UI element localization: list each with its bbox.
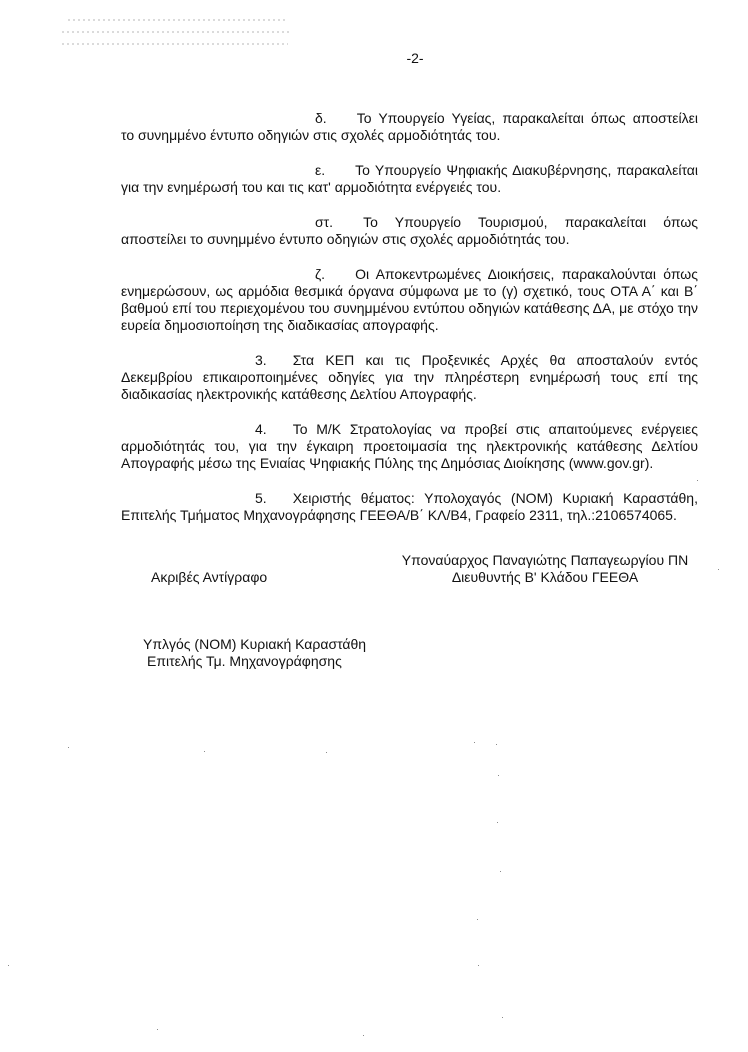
paragraph-item-d: [121, 110, 698, 144]
page-number: -2-: [406, 50, 424, 66]
paragraph-text: Το Υπουργείο Υγείας, παρακαλείται όπως αποστείλει το συνημμένο έντυπο οδηγιών στις σχολές αρμοδιότητάς του.: [121, 110, 698, 143]
scan-speck: [498, 775, 499, 776]
paragraph-label: ε.: [315, 162, 326, 178]
scan-speck: [478, 965, 479, 966]
paragraph-label: 3.: [255, 352, 267, 368]
paragraph-label: δ.: [315, 110, 327, 126]
paragraph-label: 4.: [255, 421, 267, 437]
scan-speck: [8, 965, 9, 966]
signatory-name: Υποναύαρχος Παναγιώτης Παπαγεωργίου ΠΝ: [401, 552, 689, 568]
scan-speck: [363, 1035, 364, 1036]
paragraph-text: Στα ΚΕΠ και τις Προξενικές Αρχές θα αποσταλούν εντός Δεκεμβρίου επικαιροποιημένες οδηγίες για την πληρέστερη ενημέρωσή τους επί της διαδικασίας ηλεκτρονικής κατάθεσης Δελτίου Απογραφής.: [121, 352, 698, 402]
paragraph-item-5: [121, 490, 698, 524]
scan-speck: [502, 1017, 503, 1018]
scan-speck: [718, 569, 719, 570]
paragraph-label: στ.: [315, 214, 334, 230]
stamp-line: [62, 31, 290, 33]
paragraph-text: Το Μ/Κ Στρατολογίας να προβεί στις απαιτούμενες ενέργειες αρμοδιότητάς του, για την έγκαιρη προετοιμασία της ηλεκτρονικής κατάθεσης Δελτίου Απογραφής μέσω της Ενιαίας Ψηφιακής Πύλης της Δημόσιας Διοίκησης (www.gov.gr).: [121, 421, 698, 471]
paragraph-label: ζ.: [315, 266, 326, 282]
scan-speck: [474, 742, 475, 743]
signatory-title: Διευθυντής Β' Κλάδου ΓΕΕΘΑ: [451, 569, 639, 585]
certified-copy-label: Ακριβές Αντίγραφο: [151, 569, 268, 585]
stamp-line: [62, 43, 288, 45]
paragraph-item-st: [121, 214, 698, 248]
copy-certifier-block: [143, 636, 366, 670]
scan-speck: [326, 752, 327, 753]
paragraph-item-4: [121, 421, 698, 472]
paragraph-item-z: [121, 266, 698, 334]
signature-block: [392, 552, 698, 586]
scan-speck: [204, 751, 205, 752]
scan-speck: [157, 1029, 158, 1030]
paragraph-item-3: [121, 352, 698, 403]
paragraph-label: 5.: [255, 490, 267, 506]
paragraph-text: Χειριστής θέματος: Υπολοχαγός (ΝΟΜ) Κυριακή Καραστάθη, Επιτελής Τμήματος Μηχανογράφησης ΓΕΕΘΑ/Β΄ ΚΛ/Β4, Γραφείο 2311, τηλ.:2106574065.: [121, 490, 698, 523]
copy-certifier-title: Επιτελής Τμ. Μηχανογράφησης: [147, 653, 342, 669]
scan-speck: [477, 919, 478, 920]
scan-speck: [68, 747, 69, 748]
paragraph-item-e: [121, 162, 698, 196]
scan-speck: [697, 480, 698, 481]
scan-speck: [497, 822, 498, 823]
paragraph-text: Το Υπουργείο Ψηφιακής Διακυβέρνησης, παρακαλείται για την ενημέρωσή του και τις κατ' αρμοδιότητα ενέργειές του.: [121, 162, 698, 195]
copy-certifier-name: Υπλγός (ΝΟΜ) Κυριακή Καραστάθη: [143, 636, 367, 652]
scan-speck: [500, 871, 501, 872]
document-body: [121, 110, 698, 542]
stamp-line: [68, 19, 288, 21]
paragraph-text: Το Υπουργείο Τουρισμού, παρακαλείται όπως αποστείλει το συνημμένο έντυπο οδηγιών στις σχολές αρμοδιότητάς του.: [121, 214, 698, 247]
paragraph-text: Οι Αποκεντρωμένες Διοικήσεις, παρακαλούνται όπως ενημερώσουν, ως αρμόδια θεσμικά όργανα σύμφωνα με το (γ) σχετικό, τους ΟΤΑ Α΄ και Β΄ βαθμού επί του περιεχομένου του συνημμένου εντύπου οδηγιών κατάθεσης ΔΑ, με στόχο την ευρεία δημοσιοποίηση της διαδικασίας απογραφής.: [121, 266, 698, 333]
scan-speck: [496, 744, 497, 745]
